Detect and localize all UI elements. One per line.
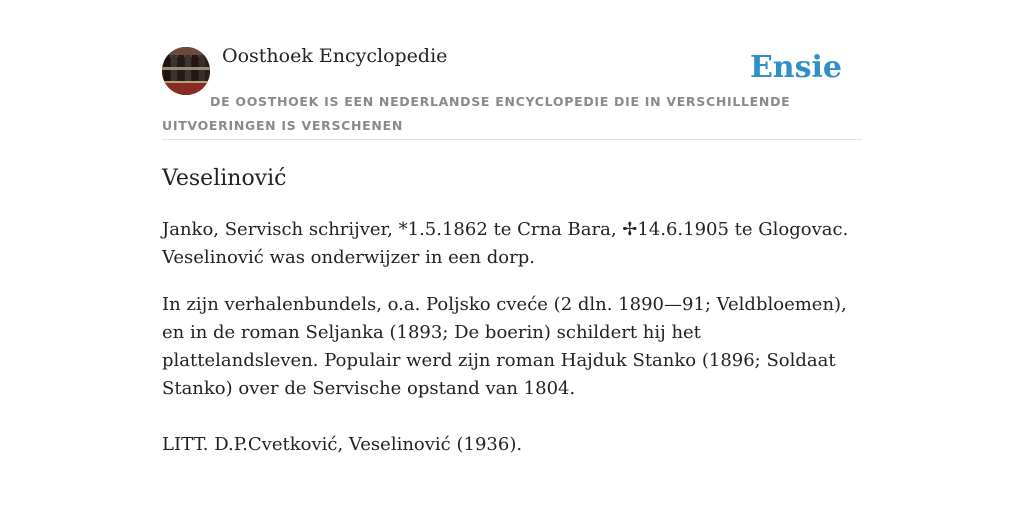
site-tagline: DE OOSTHOEK IS EEN NEDERLANDSE ENCYCLOPEDIE DIE IN VERSCHILLENDE UITVOERINGEN IS VERSCHENEN xyxy=(162,94,791,133)
book-spines-icon xyxy=(162,47,210,95)
article xyxy=(162,164,862,459)
article-paragraph: Janko, Servisch schrijver, *1.5.1862 te Crna Bara, ✢14.6.1905 te Glogovac. Veselinović was onderwijzer in een dorp. xyxy=(162,219,849,268)
brand-logo[interactable]: Ensie xyxy=(749,50,842,85)
site-title[interactable]: Oosthoek Encyclopedie xyxy=(222,45,448,67)
site-header xyxy=(162,44,862,140)
literature-reference: LITT. D.P.Cvetković, Veselinović (1936). xyxy=(162,434,523,455)
avatar[interactable] xyxy=(162,47,210,95)
article-title: Veselinović xyxy=(162,166,287,191)
article-paragraph: In zijn verhalenbundels, o.a. Poljsko cveće (2 dln. 1890—91; Veldbloemen), en in de roman Seljanka (1893; De boerin) schildert hij het plattelandsleven. Populair werd zijn roman Hajduk Stanko (1896; Soldaat Stanko) over de Servische opstand van 1804. xyxy=(162,294,847,399)
main-container xyxy=(162,44,862,459)
